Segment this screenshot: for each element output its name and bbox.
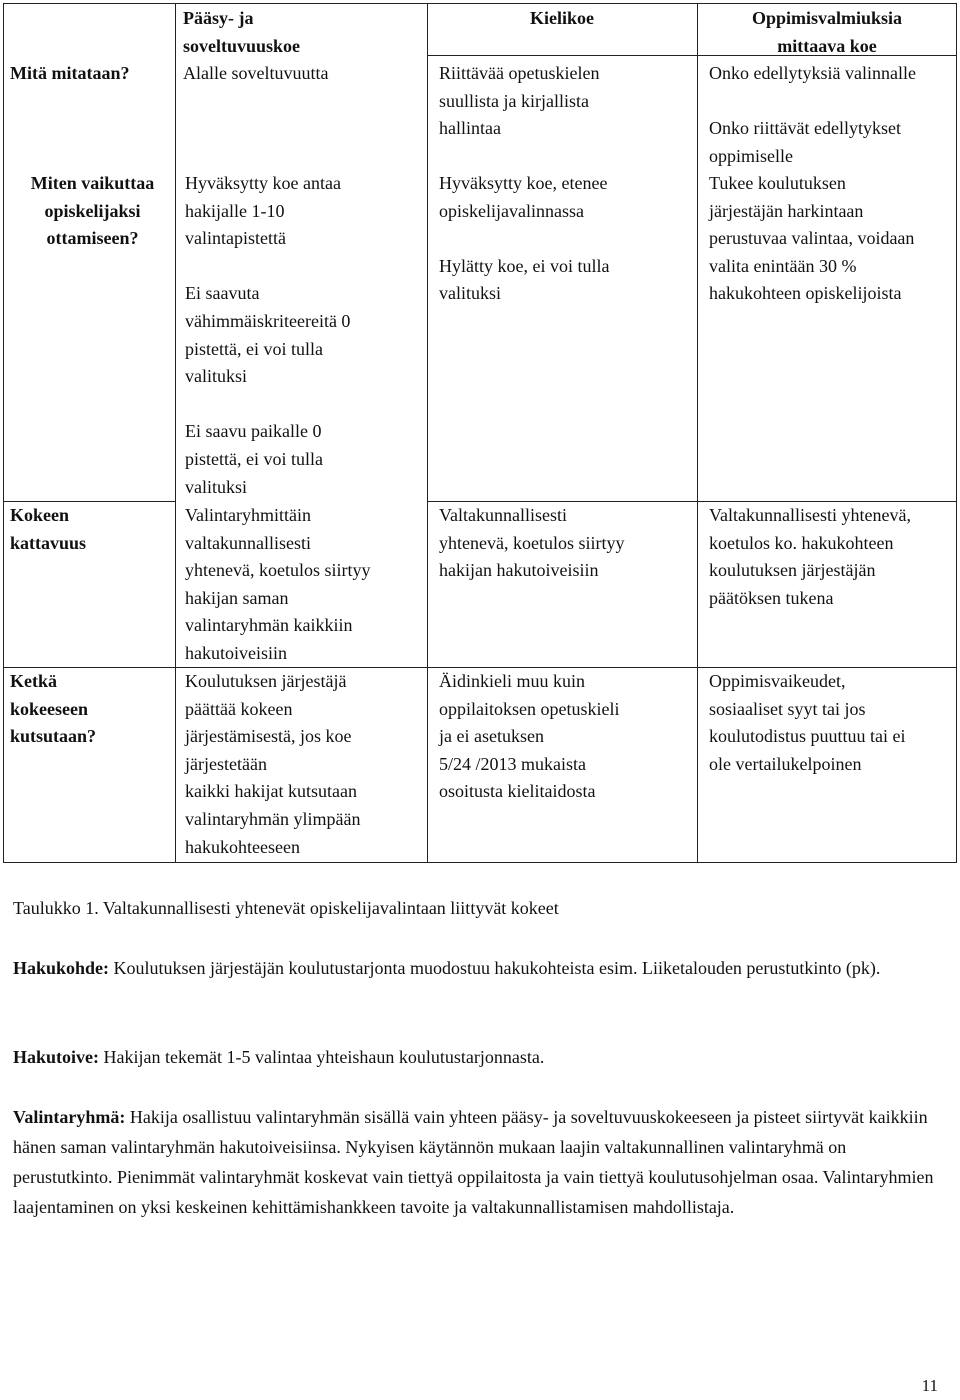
definition-term: Hakukohde:: [13, 958, 110, 978]
cell-text: Onko riittävät edellytykset oppimiselle: [709, 118, 901, 166]
cell-text: Hyväksytty koe, etenee opiskelijavalinnassa: [439, 173, 608, 221]
row-label-test-coverage: Kokeen kattavuus: [10, 505, 87, 553]
column-divider: [427, 3, 428, 863]
cell-text: Ei saavu paikalle 0 pistettä, ei voi tulla valituksi: [185, 421, 323, 497]
row-label-cell: [10, 668, 175, 751]
table-cell: [709, 60, 957, 170]
cell-text: Oppimisvaikeudet, sosiaaliset syyt tai jos koulutodistus puuttuu tai ei ole vertailukelpoinen: [709, 671, 906, 774]
selection-tests-table: [3, 3, 957, 863]
table-cell: [439, 502, 697, 585]
cell-text: Äidinkieli muu kuin oppilaitoksen opetuskieli ja ei asetuksen 5/24 /2013 mukaista osoitusta kielitaidosta: [439, 671, 620, 802]
header-language-test: Kielikoe: [530, 8, 594, 28]
definition-term: Valintaryhmä:: [13, 1107, 126, 1127]
definition-text: Hakija osallistuu valintaryhmän sisällä vain yhteen pääsy- ja soveltuvuuskokeeseen ja pisteet siirtyvät kaikkiin hänen saman valintaryhmän hakutoiveisiinsa. Nykyisen käytännön mukaan laajin valtakunnallinen valintaryhmä on perustutkinto. Pienimmät valintaryhmät koskevat vain tiettyä oppilaitosta ja vain tiettyä koulutusohjelman osaa. Valintaryhmien laajentaminen on yksi keskeinen kehittämishankkeen tavoite ja valtakunnallistamisen mahdollistaja.: [13, 1107, 934, 1217]
cell-text: Ei saavuta vähimmäiskriteereitä 0 pistettä, ei voi tulla valituksi: [185, 283, 351, 387]
cell-text: Koulutuksen järjestäjä päättää kokeen järjestämisestä, jos koe järjestetään kaikki hakijat kutsutaan valintaryhmän ylimpään hakukohteeseen: [185, 671, 361, 857]
definition-hakukohde: [13, 953, 943, 983]
header-cell-entrance-test: [183, 5, 423, 60]
cell-text: Tukee koulutuksen järjestäjän harkintaan perustuvaa valintaa, voidaan valita enintään 30 % hakukohteen opiskelijoista: [709, 173, 915, 304]
row-label-who-invited: Ketkä kokeeseen kutsutaan?: [10, 671, 97, 747]
cell-text: Valtakunnallisesti yhtenevä, koetulos ko. hakukohteen koulutuksen järjestäjän päätöksen tukena: [709, 505, 911, 608]
cell-text: Valtakunnallisesti yhtenevä, koetulos siirtyy hakijan hakutoiveisiin: [439, 505, 625, 581]
cell-text: Valintaryhmittäin valtakunnallisesti yhtenevä, koetulos siirtyy hakijan saman valintaryhmän kaikkiin hakutoiveisiin: [185, 505, 371, 663]
table-cell: [183, 60, 423, 88]
table-cell: [439, 668, 697, 806]
header-entrance-test: Pääsy- ja soveltuvuuskoe: [183, 8, 301, 56]
row-label-cell: [10, 502, 175, 557]
header-cell-language-test: [427, 5, 697, 33]
column-divider: [697, 3, 698, 863]
row-label-what-measured: Mitä mitataan?: [10, 63, 130, 83]
table-cell: [709, 502, 957, 612]
table-cell: [709, 668, 957, 778]
row-label-effect-on-admission: Miten vaikuttaa opiskelijaksi ottamiseen?: [30, 173, 155, 249]
table-cell: [439, 60, 697, 143]
row-label-cell: [10, 60, 175, 88]
definition-valintaryhma: [13, 1102, 943, 1222]
cell-text: Riittävää opetuskielen suullista ja kirjallista hallintaa: [439, 63, 600, 139]
column-divider: [175, 3, 176, 863]
table-cell: [185, 502, 423, 668]
header-aptitude-test: Oppimisvalmiuksia mittaava koe: [751, 8, 903, 56]
definition-term: Hakutoive:: [13, 1047, 100, 1067]
definition-hakutoive: [13, 1042, 943, 1072]
definition-text: Koulutuksen järjestäjän koulutustarjonta muodostuu hakukohteista esim. Liiketalouden perustutkinto (pk).: [109, 958, 881, 978]
table-cell: [185, 170, 423, 501]
header-cell-aptitude-test: [697, 5, 957, 60]
table-caption: Taulukko 1. Valtakunnallisesti yhtenevät opiskelijavalintaan liittyvät kokeet: [13, 898, 559, 918]
cell-text: Hylätty koe, ei voi tulla valituksi: [439, 255, 610, 304]
cell-text: Hyväksytty koe antaa hakijalle 1-10 valintapistettä: [185, 173, 341, 249]
row-label-cell: [10, 170, 175, 253]
table-cell: [439, 170, 697, 308]
page-number: 11: [921, 1376, 938, 1395]
cell-text: Alalle soveltuvuutta: [183, 63, 329, 83]
table-cell: [709, 170, 957, 308]
cell-text: Onko edellytyksiä valinnalle: [709, 63, 916, 83]
definition-text: Hakijan tekemät 1-5 valintaa yhteishaun koulutustarjonnasta.: [99, 1047, 545, 1067]
table-cell: [185, 668, 423, 861]
